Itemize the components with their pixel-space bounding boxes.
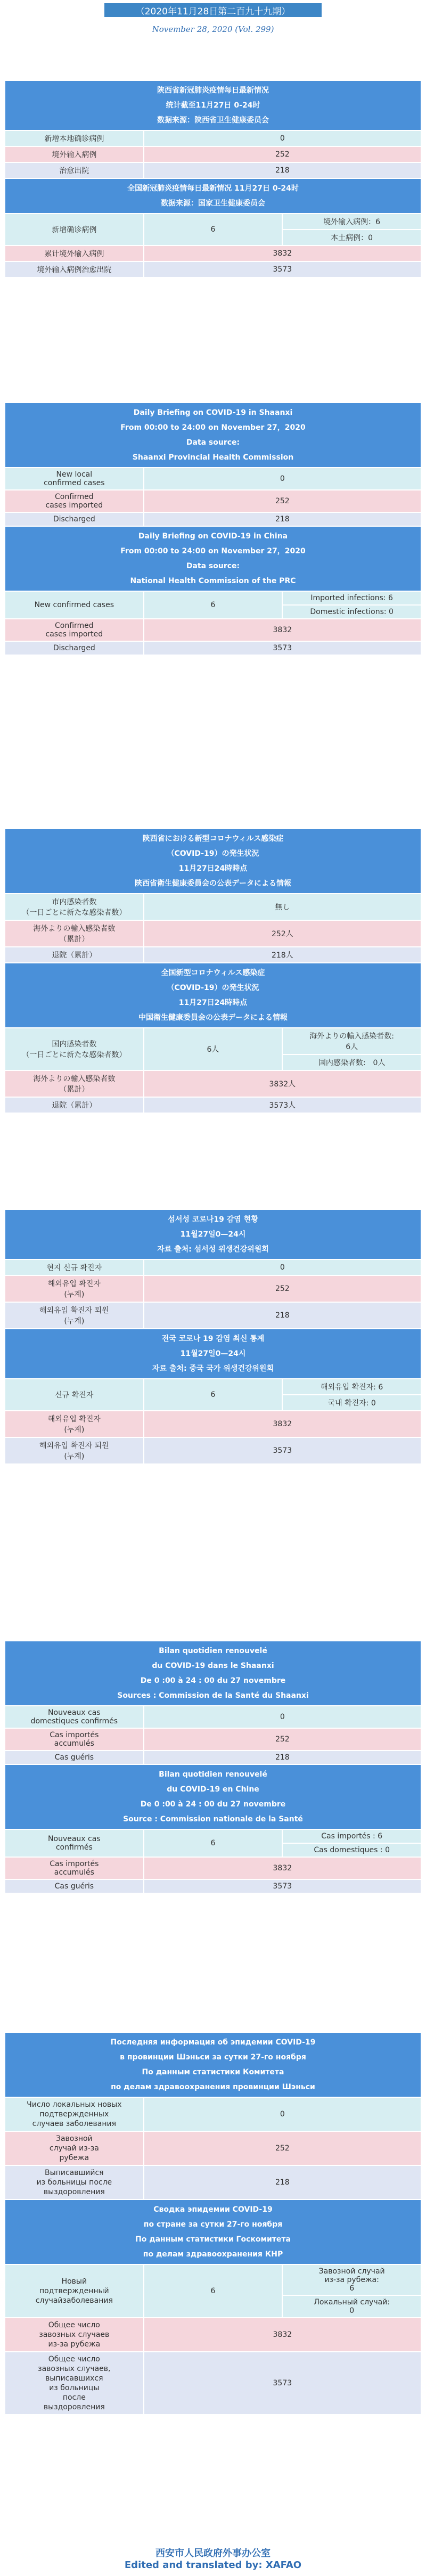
shaanxi-row: [5, 490, 421, 512]
shaanxi-title-row: [5, 2032, 421, 2097]
shaanxi-row-label: Discharged: [5, 512, 144, 526]
section-cn: [4, 80, 422, 278]
china-row: [5, 1857, 421, 1879]
shaanxi-row-label: Завозной случай из-за рубежа: [5, 2131, 144, 2165]
shaanxi-row: [5, 2097, 421, 2131]
china-title-row: [5, 1329, 421, 1379]
shaanxi-row-value: 0: [144, 468, 421, 490]
china-new-row: [5, 214, 421, 230]
china-row: [5, 261, 421, 277]
shaanxi-row-value: 0: [144, 2097, 421, 2131]
shaanxi-row-label: New local confirmed cases: [5, 468, 144, 490]
china-row-value: 3832: [144, 1857, 421, 1879]
shaanxi-row-value: 218: [144, 1751, 421, 1764]
china-row-value: 3573: [144, 1879, 421, 1893]
shaanxi-row-label: 해외유입 확진자 (누계): [5, 1275, 144, 1302]
china-new-total: 6: [144, 2264, 283, 2318]
china-new-local: 国内感染者数: 0人: [282, 1054, 421, 1070]
shaanxi-row-label: 현지 신규 확진자: [5, 1260, 144, 1275]
china-new-imported: 海外よりの輸入感染者数: 6人: [282, 1028, 421, 1054]
footer-organization: 西安市人民政府外事办公室: [155, 2548, 271, 2559]
section-ru: [4, 2032, 422, 2415]
section-jp: [4, 828, 422, 1114]
china-new-local: Локальный случай: 0: [282, 2295, 421, 2318]
issue-subtitle: November 28, 2020 (Vol. 299): [152, 24, 274, 34]
shaanxi-row-label: Cas importés accumulés: [5, 1728, 144, 1751]
china-row-value: 3573: [144, 641, 421, 655]
shaanxi-row: [5, 920, 421, 947]
shaanxi-row-value: 252: [144, 490, 421, 512]
shaanxi-row-value: 218: [144, 162, 421, 178]
china-row-label: Cas importés accumulés: [5, 1857, 144, 1879]
shaanxi-row: [5, 512, 421, 526]
shaanxi-row: [5, 162, 421, 178]
china-row-value: 3832: [144, 619, 421, 641]
shaanxi-row: [5, 2165, 421, 2199]
table-ru: [4, 2032, 422, 2415]
shaanxi-title: Daily Briefing on COVID-19 in Shaanxi From 00:00 to 24:00 on November 27，2020 Data source: Shaanxi Provincial Health Commission: [5, 403, 421, 468]
shaanxi-title-row: [5, 829, 421, 894]
china-new-label: 신규 확진자: [5, 1379, 144, 1411]
shaanxi-title: Последняя информация об эпидемии COVID-19 в провинции Шэньси за сутки 27-го ноября По данным статистики Комитета по делам здравоохранения провинции Шэньси: [5, 2032, 421, 2097]
china-row-label: 해외유입 확진자 퇴원 (누계): [5, 1437, 144, 1464]
china-new-imported: 境外输入病例：6: [282, 214, 421, 230]
shaanxi-row-value: 218: [144, 1302, 421, 1329]
china-title: 全国新冠肺炎疫情每日最新情况 11月27日 0-24时 数据来源：国家卫生健康委员会: [5, 178, 421, 214]
shaanxi-row-label: Confirmed cases imported: [5, 490, 144, 512]
china-row-label: 海外よりの輸入感染者数 （累計）: [5, 1070, 144, 1097]
shaanxi-row-label: 新增本地确诊病例: [5, 130, 144, 146]
china-row: [5, 1097, 421, 1113]
china-row-value: 3832人: [144, 1070, 421, 1097]
shaanxi-title-row: [5, 1209, 421, 1260]
china-new-total: 6: [144, 1379, 283, 1411]
china-new-row: [5, 591, 421, 605]
shaanxi-row: [5, 1302, 421, 1329]
shaanxi-row-label: 境外输入病例: [5, 146, 144, 162]
shaanxi-row: [5, 1706, 421, 1728]
china-new-local: 국내 확진자: 0: [282, 1395, 421, 1411]
shaanxi-row-label: Cas guéris: [5, 1751, 144, 1764]
shaanxi-row-label: Выписавшийся из больницы после выздоровления: [5, 2165, 144, 2199]
china-title: Сводка эпидемии COVID-19 по стране за сутки 27-го ноября По данным статистики Госкомитета по делам здравоохранения КНР: [5, 2199, 421, 2264]
table-jp: [4, 828, 422, 1114]
china-row: [5, 1879, 421, 1893]
table-en: [4, 402, 422, 656]
china-title: Daily Briefing on COVID-19 in China From 00:00 to 24:00 on November 27，2020 Data source: National Health Commission of the PRC: [5, 526, 421, 591]
china-row: [5, 2352, 421, 2415]
shaanxi-row: [5, 1260, 421, 1275]
china-title: 전국 코로나 19 감염 최신 통계 11월27일0—24시 자료 출처: 중국 국가 위생건강위원회: [5, 1329, 421, 1379]
shaanxi-row: [5, 1728, 421, 1751]
china-row: [5, 619, 421, 641]
china-title-row: [5, 963, 421, 1028]
section-kr: [4, 1209, 422, 1465]
shaanxi-row-value: 218人: [144, 947, 421, 963]
shaanxi-row: [5, 894, 421, 920]
issue-date-text: （2020年11月28日第二百九十九期）: [135, 6, 291, 17]
china-new-row: [5, 2264, 421, 2295]
china-new-label: 新增确诊病例: [5, 214, 144, 246]
shaanxi-row-value: 218: [144, 2165, 421, 2199]
shaanxi-row: [5, 1275, 421, 1302]
china-row-label: 累计境外输入病例: [5, 246, 144, 261]
shaanxi-row: [5, 468, 421, 490]
china-row: [5, 1411, 421, 1437]
china-new-label: Новый подтвержденный случайзаболевания: [5, 2264, 144, 2318]
shaanxi-row: [5, 2131, 421, 2165]
china-row-label: 해외유입 확진자 (누계): [5, 1411, 144, 1437]
shaanxi-row-value: 252: [144, 1728, 421, 1751]
china-row-label: Discharged: [5, 641, 144, 655]
shaanxi-row-value: 218: [144, 512, 421, 526]
china-row-label: Общее число завозных случаев, выписавшихся из больницы после выздоровления: [5, 2352, 144, 2415]
china-title-row: [5, 526, 421, 591]
china-row-value: 3832: [144, 246, 421, 261]
issue-date-bar: [104, 3, 322, 17]
china-new-row: [5, 1379, 421, 1395]
china-new-local: Domestic infections: 0: [282, 605, 421, 619]
shaanxi-title: 섬서성 코로나19 감염 현황 11월27일0—24시 자료 출처: 섬서성 위생건강위원회: [5, 1209, 421, 1260]
shaanxi-row-value: 252: [144, 146, 421, 162]
china-new-label: New confirmed cases: [5, 591, 144, 619]
shaanxi-row: [5, 130, 421, 146]
shaanxi-row-label: 退院（累計）: [5, 947, 144, 963]
china-row-value: 3573: [144, 1437, 421, 1464]
china-new-row: [5, 1028, 421, 1054]
shaanxi-title: Bilan quotidien renouvelé du COVID-19 dans le Shaanxi De 0 :00 à 24 : 00 du 27 novembre Sources : Commission de la Santé du Shaanxi: [5, 1641, 421, 1706]
shaanxi-row-value: 無し: [144, 894, 421, 920]
china-new-local: 本土病例：0: [282, 230, 421, 246]
shaanxi-row: [5, 146, 421, 162]
china-row-value: 3573: [144, 261, 421, 277]
china-row-label: Confirmed cases imported: [5, 619, 144, 641]
china-row: [5, 1437, 421, 1464]
china-row-label: 退院（累計）: [5, 1097, 144, 1113]
china-row-label: 境外输入病例治愈出院: [5, 261, 144, 277]
shaanxi-title: 陝西省における新型コロナウィルス感染症 （COVID-19）の発生状況 11月27日24時時点 陝西省衛生健康委員会の公表データによる情報: [5, 829, 421, 894]
shaanxi-row-value: 0: [144, 130, 421, 146]
china-row: [5, 246, 421, 261]
shaanxi-row-label: Число локальных новых подтвержденных случаев заболевания: [5, 2097, 144, 2131]
shaanxi-title-row: [5, 403, 421, 468]
shaanxi-row-label: 市内感染者数 （一日ごとに新たな感染者数）: [5, 894, 144, 920]
shaanxi-row-value: 252: [144, 2131, 421, 2165]
table-cn: [4, 80, 422, 278]
china-row: [5, 2318, 421, 2352]
china-new-total: 6: [144, 1829, 283, 1857]
china-title-row: [5, 1764, 421, 1829]
china-row-value: 3573: [144, 2352, 421, 2415]
shaanxi-title: 陕西省新冠肺炎疫情每日最新情况 统计截至11月27日 0-24时 数据来源：陕西省卫生健康委员会: [5, 80, 421, 130]
china-row-label: Общее число завозных случаев из-за рубежа: [5, 2318, 144, 2352]
section-en: [4, 402, 422, 656]
section-fr: [4, 1640, 422, 1894]
china-row: [5, 1070, 421, 1097]
shaanxi-row-value: 252人: [144, 920, 421, 947]
shaanxi-title-row: [5, 1641, 421, 1706]
china-new-imported: Завозной случай из-за рубежа: 6: [282, 2264, 421, 2295]
china-new-label: Nouveaux cas confirmés: [5, 1829, 144, 1857]
china-title: 全国新型コロナウィルス感染症 （COVID-19）の発生状況 11月27日24時時点 中国衛生健康委員会の公表データによる情報: [5, 963, 421, 1028]
shaanxi-row-value: 252: [144, 1275, 421, 1302]
china-new-local: Cas domestiques : 0: [282, 1843, 421, 1857]
china-title: Bilan quotidien renouvelé du COVID-19 en Chine De 0 :00 à 24 : 00 du 27 novembre Source : Commission nationale de la Santé: [5, 1764, 421, 1829]
shaanxi-row: [5, 947, 421, 963]
china-row-value: 3573人: [144, 1097, 421, 1113]
china-new-total: 6人: [144, 1028, 283, 1070]
china-row: [5, 641, 421, 655]
shaanxi-row-value: 0: [144, 1260, 421, 1275]
china-new-imported: Cas importés : 6: [282, 1829, 421, 1843]
shaanxi-row-label: 治愈出院: [5, 162, 144, 178]
footer-edited-by: Edited and translated by: XAFAO: [124, 2559, 302, 2571]
china-new-row: [5, 1829, 421, 1843]
china-new-total: 6: [144, 214, 283, 246]
china-row-label: Cas guéris: [5, 1879, 144, 1893]
china-new-label: 国内感染者数 （一日ごとに新たな感染者数）: [5, 1028, 144, 1070]
shaanxi-row-label: Nouveaux cas domestiques confirmés: [5, 1706, 144, 1728]
shaanxi-row-label: 海外よりの輸入感染者数 （累計）: [5, 920, 144, 947]
china-row-value: 3832: [144, 2318, 421, 2352]
shaanxi-row-value: 0: [144, 1706, 421, 1728]
china-row-value: 3832: [144, 1411, 421, 1437]
china-title-row: [5, 178, 421, 214]
table-kr: [4, 1209, 422, 1465]
table-fr: [4, 1640, 422, 1894]
china-title-row: [5, 2199, 421, 2264]
china-new-imported: 해외유입 확진자: 6: [282, 1379, 421, 1395]
shaanxi-row: [5, 1751, 421, 1764]
shaanxi-title-row: [5, 80, 421, 130]
shaanxi-row-label: 해외유입 확진자 퇴원 (누계): [5, 1302, 144, 1329]
china-new-total: 6: [144, 591, 283, 619]
china-new-imported: Imported infections: 6: [282, 591, 421, 605]
